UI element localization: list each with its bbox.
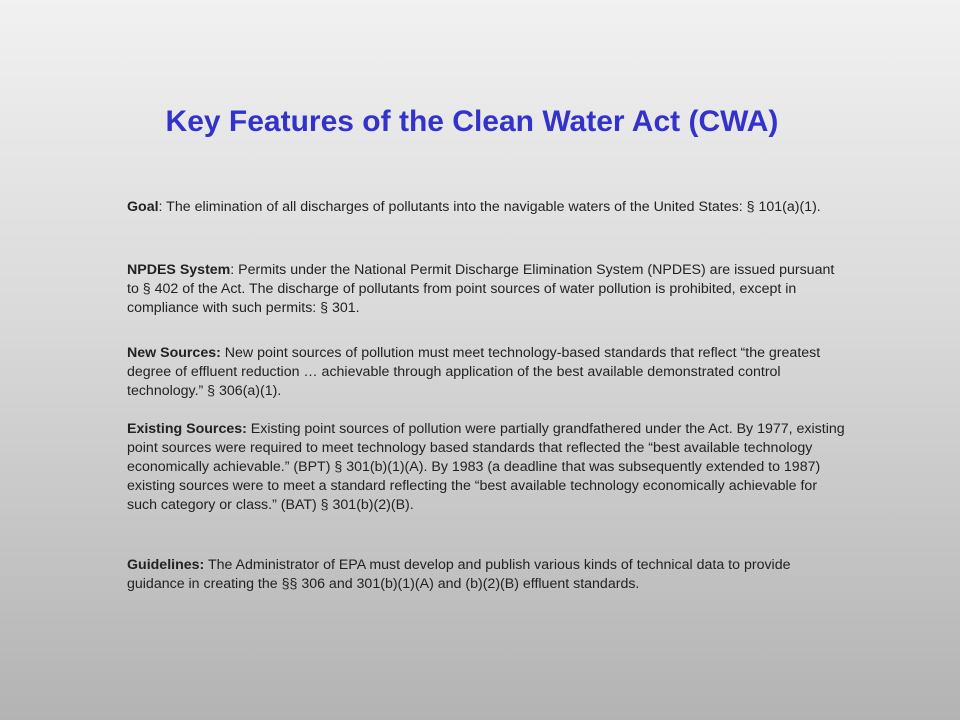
paragraph-text: : The elimination of all discharges of pollutants into the navigable waters of the United States: § 101(a)(1). <box>158 199 821 215</box>
paragraph-text: Existing point sources of pollution were partially grandfathered under the Act. By 1977, existing point sources were required to meet technology based standards that reflected the “best available technology economically achievable.” (BPT) § 301(b)(1)(A). By 1983 (a deadline that was subsequently extended to 1987) existing sources were to meet a standard reflecting the “best available technology economically achievable for such category or class.” (BAT) § 301(b)(2)(B). <box>127 421 845 513</box>
paragraph-npdes-system <box>127 261 845 318</box>
paragraph-label: New Sources: <box>127 345 221 361</box>
paragraph-existing-sources <box>127 420 845 515</box>
paragraph-text: : Permits under the National Permit Discharge Elimination System (NPDES) are issued pursuant to § 402 of the Act. The discharge of pollutants from point sources of water pollution is prohibited, except in compliance with such permits: § 301. <box>127 262 835 316</box>
paragraph-label: NPDES System <box>127 262 231 278</box>
paragraph-label: Guidelines: <box>127 557 205 573</box>
paragraph-guidelines <box>127 556 845 594</box>
paragraph-text: New point sources of pollution must meet technology-based standards that reflect “the greatest degree of effluent reduction … achievable through application of the best available demonstrated control technology.” § 306(a)(1). <box>127 345 821 399</box>
paragraph-goal <box>127 198 845 217</box>
paragraph-new-sources <box>127 344 845 401</box>
paragraph-text: The Administrator of EPA must develop and publish various kinds of technical data to provide guidance in creating the §§ 306 and 301(b)(1)(A) and (b)(2)(B) effluent standards. <box>127 557 791 592</box>
slide-title: Key Features of the Clean Water Act (CWA) <box>165 105 779 138</box>
paragraph-label: Goal <box>127 199 159 215</box>
paragraph-label: Existing Sources: <box>127 421 247 437</box>
